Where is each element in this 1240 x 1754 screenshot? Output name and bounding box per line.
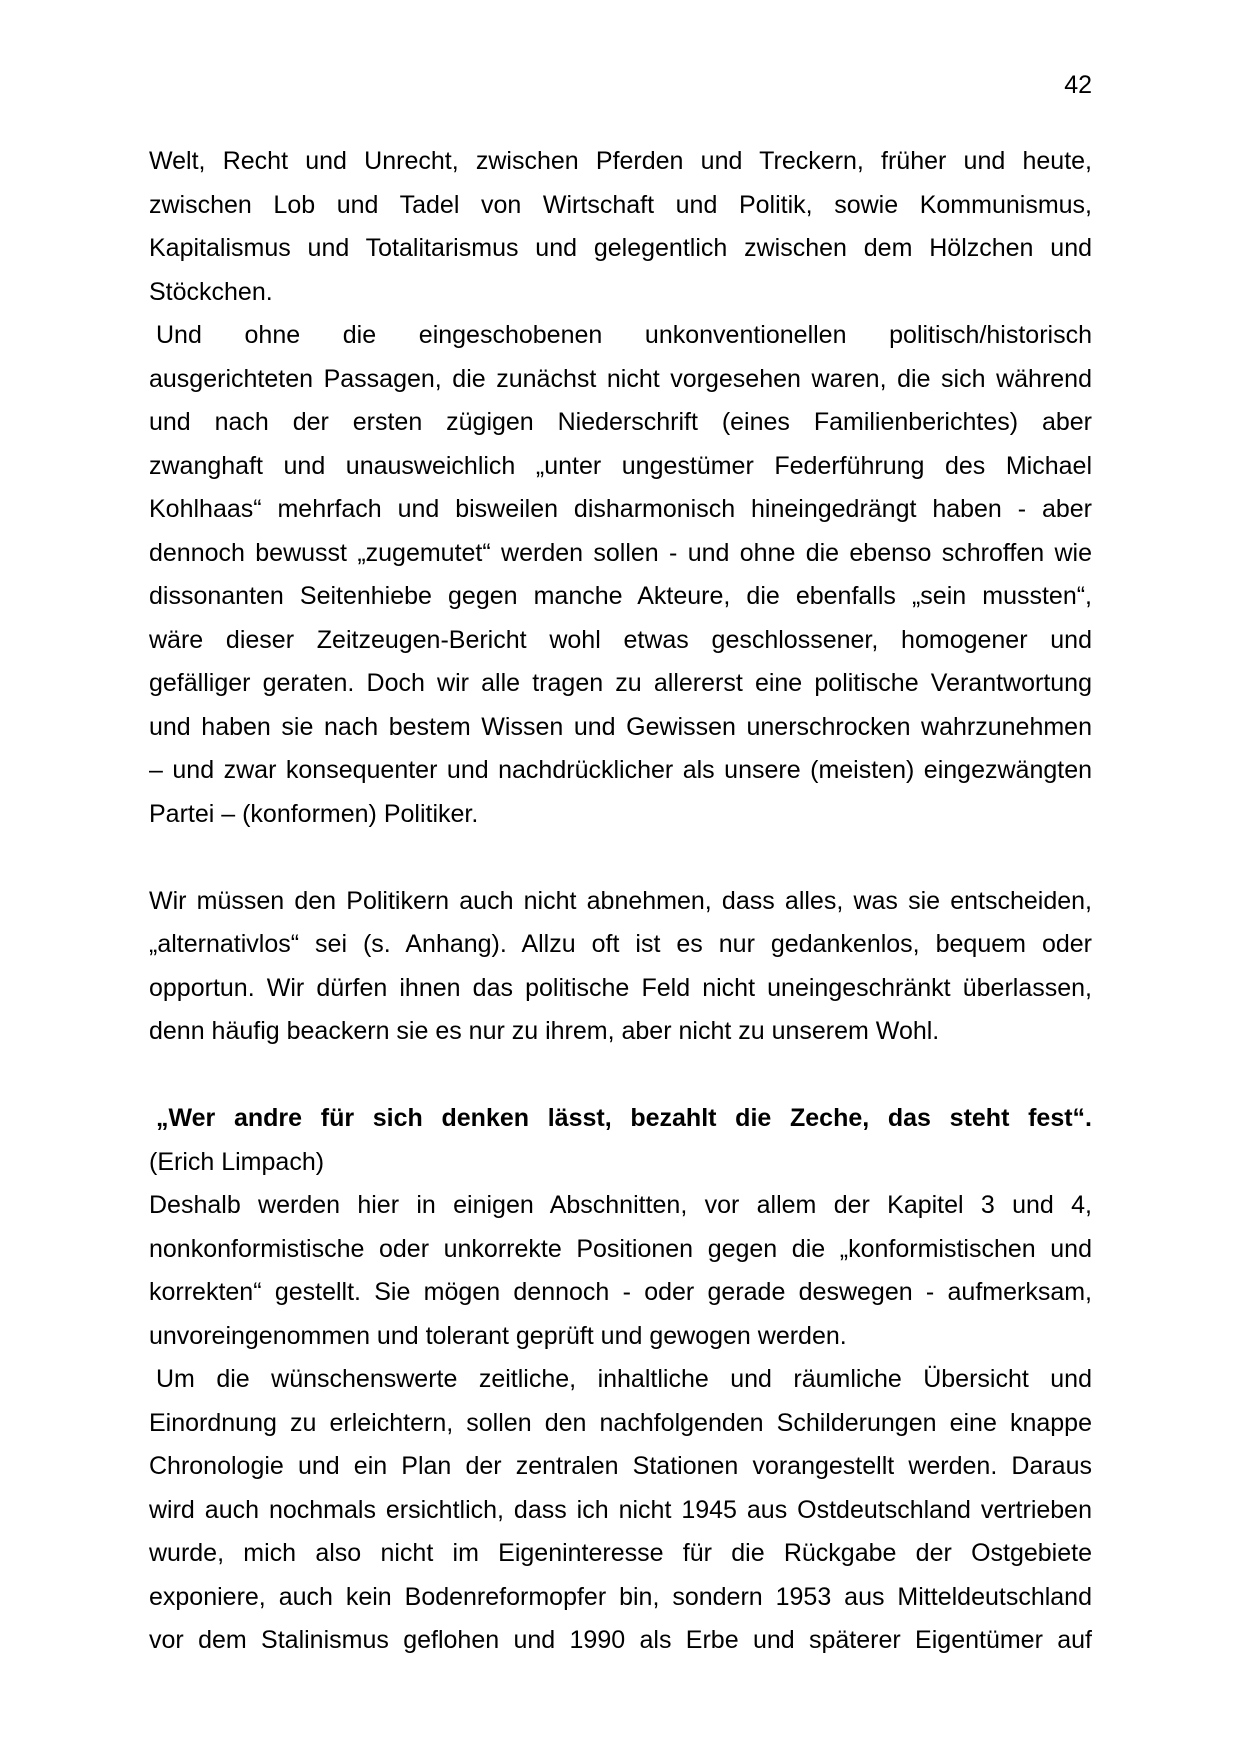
text-line: und haben sie nach bestem Wissen und Gewissen unerschrocken wahrzunehmen [149, 712, 1092, 741]
blank-line [149, 1054, 1092, 1098]
text-line: dennoch bewusst „zugemutet“ werden sollen - und ohne die ebenso schroffen wie [149, 538, 1092, 567]
text-line: – und zwar konsequenter und nachdrücklicher als unsere (meisten) eingezwängten [149, 756, 1092, 784]
text-line: denn häufig beackern sie es nur zu ihrem, aber nicht zu unserem Wohl. [149, 1017, 940, 1045]
text-line: zwischen Lob und Tadel von Wirtschaft und Politik, sowie Kommunismus, [149, 190, 1092, 219]
text-line: Und ohne die eingeschobenen unkonventionellen politisch/historisch [156, 321, 1092, 349]
text-line: Einordnung zu erleichtern, sollen den nachfolgenden Schilderungen eine knappe [149, 1408, 1092, 1437]
text-line: (Erich Limpach) [149, 1147, 325, 1176]
text-line: Stöckchen. [149, 277, 273, 306]
text-line: Partei – (konformen) Politiker. [149, 799, 479, 828]
page-number: 42 [1064, 71, 1092, 99]
text-line: „Wer andre für sich denken lässt, bezahlt die Zeche, das steht fest“. [156, 1104, 1092, 1132]
body-text [149, 140, 1092, 1663]
text-line: ausgerichteten Passagen, die zunächst nicht vorgesehen waren, die sich während [149, 364, 1092, 393]
text-line: Kohlhaas“ mehrfach und bisweilen disharmonisch hineingedrängt haben - aber [149, 495, 1092, 523]
text-line: Chronologie und ein Plan der zentralen Stationen vorangestellt werden. Daraus [149, 1452, 1092, 1480]
text-line: vor dem Stalinismus geflohen und 1990 als Erbe und späterer Eigentümer auf [149, 1626, 1092, 1654]
text-line: Deshalb werden hier in einigen Abschnitten, vor allem der Kapitel 3 und 4, [149, 1191, 1092, 1219]
text-line: „alternativlos“ sei (s. Anhang). Allzu oft ist es nur gedankenlos, bequem oder [149, 930, 1092, 958]
text-line: Welt, Recht und Unrecht, zwischen Pferden und Treckern, früher und heute, [149, 147, 1092, 175]
text-line: wird auch nochmals ersichtlich, dass ich nicht 1945 aus Ostdeutschland vertrieben [149, 1495, 1092, 1524]
text-line: Wir müssen den Politikern auch nicht abnehmen, dass alles, was sie entscheiden, [149, 886, 1092, 915]
text-line: Kapitalismus und Totalitarismus und gelegentlich zwischen dem Hölzchen und [149, 234, 1092, 262]
text-line: wurde, mich also nicht im Eigeninteresse für die Rückgabe der Ostgebiete [149, 1539, 1092, 1567]
text-line: zwanghaft und unausweichlich „unter ungestümer Federführung des Michael [149, 451, 1092, 480]
text-line: wäre dieser Zeitzeugen-Bericht wohl etwas geschlossener, homogener und [149, 625, 1092, 654]
text-line: opportun. Wir dürfen ihnen das politische Feld nicht uneingeschränkt überlassen, [149, 973, 1092, 1002]
text-line: dissonanten Seitenhiebe gegen manche Akteure, die ebenfalls „sein mussten“, [149, 582, 1092, 610]
text-line: und nach der ersten zügigen Niederschrift (eines Familienberichtes) aber [149, 408, 1092, 436]
text-line: Um die wünschenswerte zeitliche, inhaltliche und räumliche Übersicht und [156, 1365, 1092, 1393]
text-line: unvoreingenommen und tolerant geprüft und gewogen werden. [149, 1321, 847, 1350]
text-line: exponiere, auch kein Bodenreformopfer bin, sondern 1953 aus Mitteldeutschland [149, 1582, 1092, 1611]
text-line: nonkonformistische oder unkorrekte Positionen gegen die „konformistischen und [149, 1234, 1092, 1263]
text-line: gefälliger geraten. Doch wir alle tragen zu allererst eine politische Verantwortung [149, 669, 1092, 697]
blank-line [149, 836, 1092, 880]
text-line: korrekten“ gestellt. Sie mögen dennoch - oder gerade deswegen - aufmerksam, [149, 1278, 1092, 1306]
